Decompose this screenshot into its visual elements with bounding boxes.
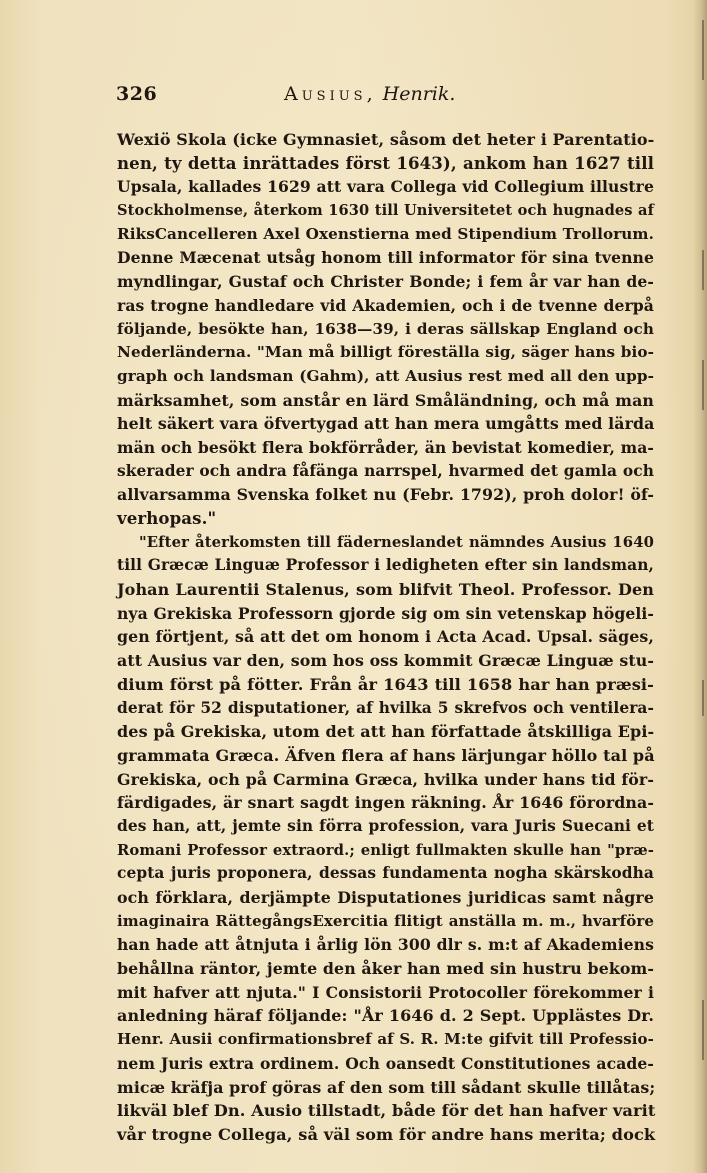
text-line: Romani Professor extraord.; enligt fullmakten skulle han "præ- xyxy=(117,841,654,859)
text-line: allvarsamma Svenska folket nu (Febr. 1792), proh dolor! öf- xyxy=(117,485,654,505)
text-line: gen förtjent, så att det om honom i Acta Acad. Upsal. säges, xyxy=(117,627,654,647)
text-line: färdigades, är snart sagdt ingen räkning. År 1646 förordna- xyxy=(117,793,654,813)
text-line: att Ausius var den, som hos oss kommit Græcæ Linguæ stu- xyxy=(117,651,654,671)
text-line: Johan Laurentii Stalenus, som blifvit Theol. Professor. Den xyxy=(117,580,654,600)
text-line: män och besökt flera bokförråder, än bevistat komedier, ma- xyxy=(117,437,654,457)
text-line: skerader och andra fåfänga narrspel, hvarmed det gamla och xyxy=(117,461,654,480)
text-line: helt säkert vara öfvertygad att han mera umgåtts med lärda xyxy=(117,414,655,434)
text-line: verhopas." xyxy=(117,508,217,528)
text-line: des på Grekiska, utom det att han författade åtskilliga Epi- xyxy=(117,722,655,742)
text-line: grammata Græca. Äfven flera af hans lärjungar höllo tal på xyxy=(117,745,655,765)
text-line: Denne Mæcenat utsåg honom till informator för sina tvenne xyxy=(117,248,654,268)
text-line: imaginaira RättegångsExercitia flitigt anställa m. m., hvarföre xyxy=(117,911,654,930)
text-line: Grekiska, och på Carmina Græca, hvilka under hans tid för- xyxy=(117,769,654,789)
text-line: des han, att, jemte sin förra profession, vara Juris Suecani et xyxy=(117,816,654,835)
text-line: Wexiö Skola (icke Gymnasiet, såsom det heter i Parentatio- xyxy=(117,130,655,149)
text-line: derat för 52 disputationer, af hvilka 5 skrefvos och ventilera- xyxy=(117,698,654,717)
text-line: vår trogne Collega, så väl som för andre hans merita; dock xyxy=(117,1124,656,1144)
text-line: dium först på fötter. Från år 1643 till 1658 har han præsi- xyxy=(117,674,654,694)
running-head xyxy=(284,80,455,108)
text-line: Stockholmense, återkom 1630 till Universitetet och hugnades af xyxy=(117,202,654,220)
body-text xyxy=(117,128,654,1147)
text-line: behållna räntor, jemte den åker han med sin hustru bekom- xyxy=(117,959,654,979)
text-line: ras trogne handledare vid Akademien, och i de tvenne derpå xyxy=(117,295,654,315)
text-line: micæ kräfja prof göras af den som till sådant skulle tillåtas; xyxy=(117,1077,656,1097)
edge-mark xyxy=(702,680,704,716)
text-line: till Græcæ Linguæ Professor i ledigheten efter sin landsman, xyxy=(117,556,654,575)
text-line: cepta juris proponera, dessas fundamenta nogha skärskodha xyxy=(117,864,654,883)
running-head-forename: Henrik. xyxy=(382,83,456,105)
text-line: graph och landsman (Gahm), att Ausius rest med all den upp- xyxy=(117,366,654,385)
text-line: märksamhet, som anstår en lärd Småländning, och må man xyxy=(117,390,654,410)
page-header xyxy=(116,80,636,108)
edge-mark xyxy=(702,1000,704,1060)
page-number: 326 xyxy=(116,83,158,105)
text-line: nen, ty detta inrättades först 1643), ankom han 1627 till xyxy=(117,152,654,173)
text-line: nem Juris extra ordinem. Och oansedt Constitutiones acade- xyxy=(117,1053,654,1073)
text-line: Nederländerna. "Man må billigt föreställa sig, säger hans bio- xyxy=(117,343,654,362)
text-line: mit hafver att njuta." I Consistorii Protocoller förekommer i xyxy=(117,982,654,1002)
text-line: "Efter återkomsten till fäderneslandet nämndes Ausius 1640 xyxy=(139,533,654,551)
edge-mark xyxy=(702,20,704,80)
text-line: följande, besökte han, 1638—39, i deras sällskap England och xyxy=(117,319,654,338)
running-head-surname: Ausius, xyxy=(284,83,377,105)
text-line: och förklara, derjämpte Disputationes juridicas samt någre xyxy=(117,888,654,907)
text-line: Upsala, kallades 1629 att vara Collega vid Collegium illustre xyxy=(117,177,654,197)
text-line: myndlingar, Gustaf och Christer Bonde; i fem år var han de- xyxy=(117,272,654,292)
text-line: RiksCancelleren Axel Oxenstierna med Stipendium Trollorum. xyxy=(117,224,654,243)
text-line: anledning häraf följande: "År 1646 d. 2 Sept. Upplästes Dr. xyxy=(117,1006,654,1026)
text-line: Henr. Ausii confirmationsbref af S. R. M:te gifvit till Professio- xyxy=(117,1030,654,1049)
text-line: nya Grekiska Professorn gjorde sig om sin vetenskap högeli- xyxy=(117,603,654,623)
text-line: likväl blef Dn. Ausio tillstadt, både för det han hafver varit xyxy=(117,1101,656,1121)
text-line: han hade att åtnjuta i årlig lön 300 dlr s. m:t af Akademiens xyxy=(117,935,654,955)
edge-mark xyxy=(702,250,704,290)
page-edge-shadow xyxy=(693,0,707,1173)
edge-mark xyxy=(702,360,704,410)
